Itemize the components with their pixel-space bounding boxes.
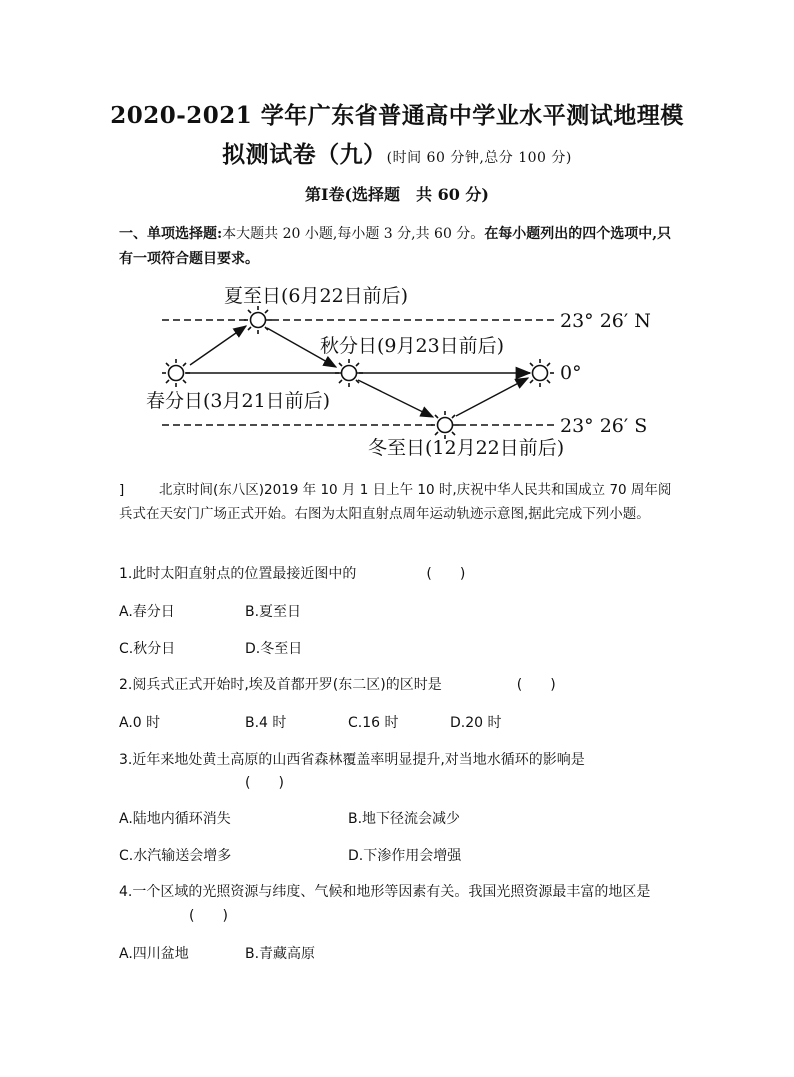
question-stem: 2.阅兵式正式开始时,埃及首都开罗(东二区)的区时是 <box>119 677 442 693</box>
option-4b[interactable]: B.青藏高原 <box>245 946 316 962</box>
sun-equator-icon <box>526 359 554 387</box>
sun-direct-point-diagram <box>140 280 660 470</box>
question-4 <box>119 880 679 928</box>
section-heading: 第Ⅰ卷(选择题 共 60 分) <box>304 185 490 204</box>
option-2a[interactable]: A.0 时 <box>119 715 161 731</box>
instructions-part3: 在每小题列出的四个选项中,只有一项符合题目要求。 <box>119 226 672 267</box>
option-2c[interactable]: C.16 时 <box>348 715 399 731</box>
label-spring: 春分日(3月21日前后) <box>146 390 331 412</box>
passage-bracket: ] <box>119 482 125 498</box>
exam-title-line2 <box>0 136 794 169</box>
instructions-part2: 本大题共 20 小题,每小题 3 分,共 60 分。 <box>222 226 485 242</box>
option-3a[interactable]: A.陆地内循环消失 <box>119 811 231 827</box>
exam-title-note: (时间 60 分钟,总分 100 分) <box>386 150 572 166</box>
instructions <box>119 222 679 272</box>
instructions-part1: 一、单项选择题: <box>119 226 223 242</box>
option-3b[interactable]: B.地下径流会减少 <box>348 811 461 827</box>
label-lat-0: 0° <box>560 362 582 384</box>
option-2d[interactable]: D.20 时 <box>450 715 502 731</box>
option-2b[interactable]: B.4 时 <box>245 715 287 731</box>
passage-text: 北京时间(东八区)2019 年 10 月 1 日上午 10 时,庆祝中华人民共和国成立 70 周年阅兵式在天安门广场正式开始。右图为太阳直射点周年运动轨迹示意图,据此完成下列小题。 <box>119 482 672 522</box>
label-lat-n: 23° 26′ N <box>560 310 651 332</box>
label-summer: 夏至日(6月22日前后) <box>224 285 409 307</box>
option-4a[interactable]: A.四川盆地 <box>119 946 189 962</box>
question-3 <box>119 748 689 772</box>
question-1 <box>119 562 689 586</box>
answer-paren: ( ) <box>245 775 284 791</box>
answer-paren: ( ) <box>189 908 228 924</box>
option-1a[interactable]: A.春分日 <box>119 604 175 620</box>
label-lat-s: 23° 26′ S <box>560 415 648 437</box>
answer-paren: ( ) <box>426 566 466 582</box>
reading-passage <box>119 478 679 526</box>
exam-title-line2-text: 拟测试卷（九） <box>222 141 387 168</box>
label-autumn: 秋分日(9月23日前后) <box>320 335 505 357</box>
option-1c[interactable]: C.秋分日 <box>119 641 176 657</box>
option-3c[interactable]: C.水汽输送会增多 <box>119 848 232 864</box>
option-3d[interactable]: D.下渗作用会增强 <box>348 848 462 864</box>
question-2 <box>119 673 689 697</box>
option-1b[interactable]: B.夏至日 <box>245 604 302 620</box>
question-stem: 1.此时太阳直射点的位置最接近图中的 <box>119 566 357 582</box>
question-stem: 3.近年来地处黄土高原的山西省森林覆盖率明显提升,对当地水循环的影响是 <box>119 752 585 768</box>
exam-title-line1: 2020-2021 学年广东省普通高中学业水平测试地理模 <box>110 102 684 129</box>
option-1d[interactable]: D.冬至日 <box>245 641 303 657</box>
answer-paren: ( ) <box>516 677 556 693</box>
question-stem: 4.一个区域的光照资源与纬度、气候和地形等因素有关。我国光照资源最丰富的地区是 <box>119 884 651 900</box>
label-winter: 冬至日(12月22日前后) <box>368 437 565 459</box>
